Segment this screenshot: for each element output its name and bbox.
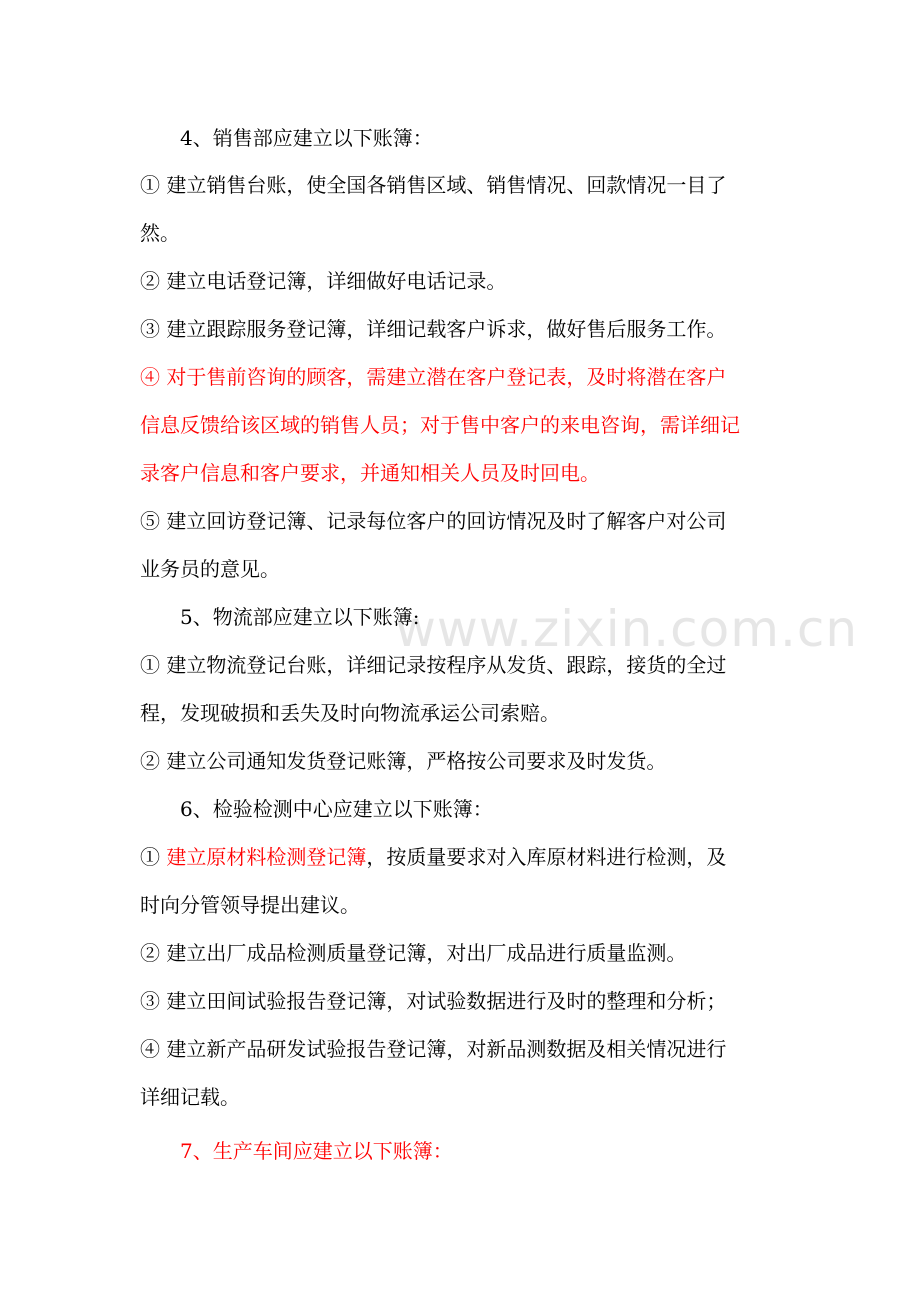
paragraph-line: 然。	[140, 221, 180, 245]
section-heading-inspection: 6、检验检测中心应建立以下账簿：	[180, 797, 493, 821]
paragraph-line: ① 建立物流登记台账，详细记录按程序从发货、跟踪，接货的全过	[140, 653, 727, 677]
paragraph-line: 业务员的意见。	[140, 557, 280, 581]
paragraph-line: ② 建立电话登记簿，详细做好电话记录。	[140, 269, 507, 293]
paragraph-line: 程，发现破损和丢失及时向物流承运公司索赔。	[140, 701, 560, 725]
paragraph-line: ③ 建立田间试验报告登记簿，对试验数据进行及时的整理和分析；	[140, 989, 727, 1013]
highlighted-line: ④ 对于售前咨询的顾客，需建立潜在客户登记表，及时将潜在客户	[140, 365, 727, 389]
paragraph-line: 详细记载。	[140, 1085, 240, 1109]
paragraph-line: ⑤ 建立回访登记簿、记录每位客户的回访情况及时了解客户对公司	[140, 509, 727, 533]
paragraph-line: ② 建立出厂成品检测质量登记簿，对出厂成品进行质量监测。	[140, 941, 687, 965]
paragraph-text: ，按质量要求对入库原材料进行检测，及	[366, 845, 727, 869]
paragraph-line: ④ 建立新产品研发试验报告登记簿，对新品测数据及相关情况进行	[140, 1037, 727, 1061]
watermark: www.zixin.com.cn	[395, 600, 859, 658]
item-marker: ①	[140, 845, 167, 869]
paragraph-line: ① 建立销售台账，使全国各销售区域、销售情况、回款情况一目了	[140, 173, 727, 197]
paragraph-line: 时向分管领导提出建议。	[140, 893, 360, 917]
highlighted-line: 录客户信息和客户要求，并通知相关人员及时回电。	[140, 461, 600, 485]
section-heading-sales: 4、销售部应建立以下账簿：	[180, 126, 433, 150]
section-heading-logistics: 5、物流部应建立以下账簿:	[180, 605, 420, 629]
paragraph-line	[140, 844, 785, 870]
highlighted-line: 信息反馈给该区域的销售人员；对于售中客户的来电咨询，需详细记	[140, 413, 740, 437]
paragraph-line: ③ 建立跟踪服务登记簿，详细记载客户诉求，做好售后服务工作。	[140, 317, 727, 341]
paragraph-line: ② 建立公司通知发货登记账簿，严格按公司要求及时发货。	[140, 749, 667, 773]
section-heading-production: 7、生产车间应建立以下账簿：	[180, 1139, 453, 1163]
highlighted-phrase: 建立原材料检测登记簿	[166, 845, 367, 869]
